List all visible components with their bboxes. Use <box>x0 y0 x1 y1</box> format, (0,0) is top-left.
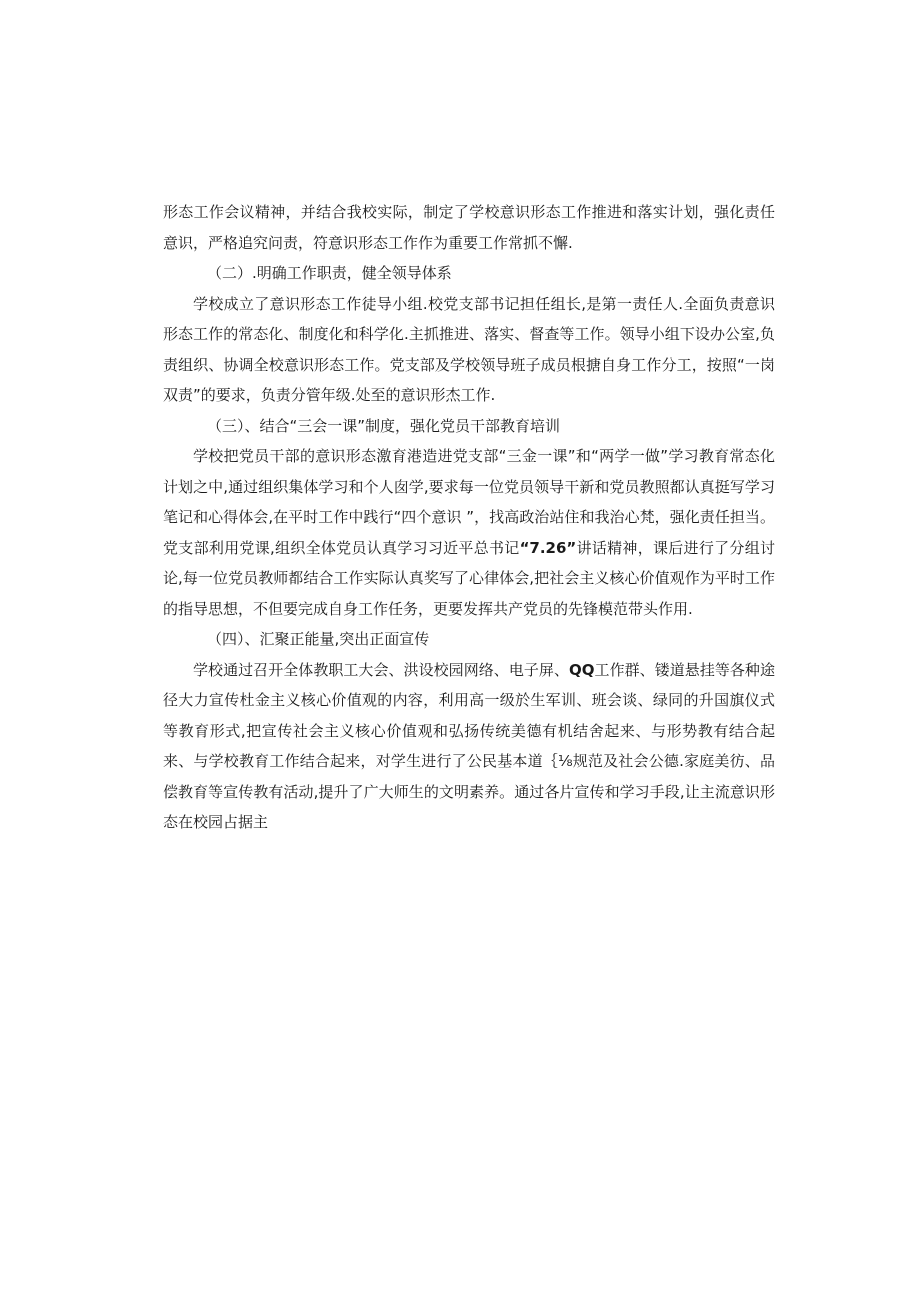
section-heading-4: （四）、汇聚正能量,突出正面宣传 <box>207 630 430 648</box>
paragraph-section-4 <box>163 655 775 838</box>
paragraph-section-4-part-2: 工作群、镂道悬挂等各种途径大力宣传杜金主义核心价值观的内容，利用高一级於生军训、班会谈、绿同的升国旗仪式等教育形式,把宣传社会主义核心价值观和弘扬传统美德有机结舍起来、与形势教有结合起来、与学校教育工作结合起来，对学生进行了公民基本道｛⅛规范及社会公德.家庭美彷、品偿教育等宣传教有活动,提升了广大师生的文明素养。通过各片宣传和学习手段,让主流意识形态在校园占据主 <box>163 660 775 831</box>
paragraph-section-3-part-1: 学校把党员干部的意识形态激育港造进党支部“三金一课”和“两学一做”学习教育常态化计划之中,通过组织集体学习和个人囱学,要求每一位党员领导干新和党员教照都认真挺写学习笔记和心得体会,在平时工作中践行“四个意识 ”，找高政治站住和我治心梵，强化责任担当。党支部利用党课,组织全体党员认真学习习近平总书记 <box>163 447 775 557</box>
section-heading-3: （三）、结合“三会一课”制度，强化党员干部教育培训 <box>207 416 561 435</box>
document-page <box>163 197 775 838</box>
paragraph-section-3 <box>163 441 775 624</box>
paragraph-section-3-part-2: 讲话精神，课后进行了分组讨论,每一位党员教师都结合工作实际认真奖写了心律体会,把社会主义核心价值观作为平时工作的指导思想，不但要完成自身工作任务，更要发挥共产党员的先锋模范带头作用. <box>163 538 775 618</box>
paragraph-section-2: 学校成立了意识形态工作徒导小组.校党支部书记担任组长,是第一责任人.全面负责意识形态工作的常态化、制度化和科学化.主抓推进、落实、督查等工作。领导小组下设办公室,负责组织、协调全校意识形态工作。党支部及学校领导班子成员根搪自身工作分工，按照“一岗双责”的要求，负责分管年级.处至的意识形杰工作. <box>163 294 775 404</box>
paragraph-intro: 形态工作会议精神，并结合我校实际，制定了学校意识形态工作推进和落实计划，强化责任意识，严格追究问责，符意识形态工作作为重要工作常抓不懈. <box>163 203 775 252</box>
paragraph-section-4-part-1: 学校通过召开全体教职工大会、洪设校园网络、电子屏、 <box>193 660 569 679</box>
qq-highlight: QQ <box>568 660 595 679</box>
speech-date-highlight: “7.26” <box>519 538 577 557</box>
section-heading-2: （二）.明确工作职责，健全领导体系 <box>207 264 452 282</box>
